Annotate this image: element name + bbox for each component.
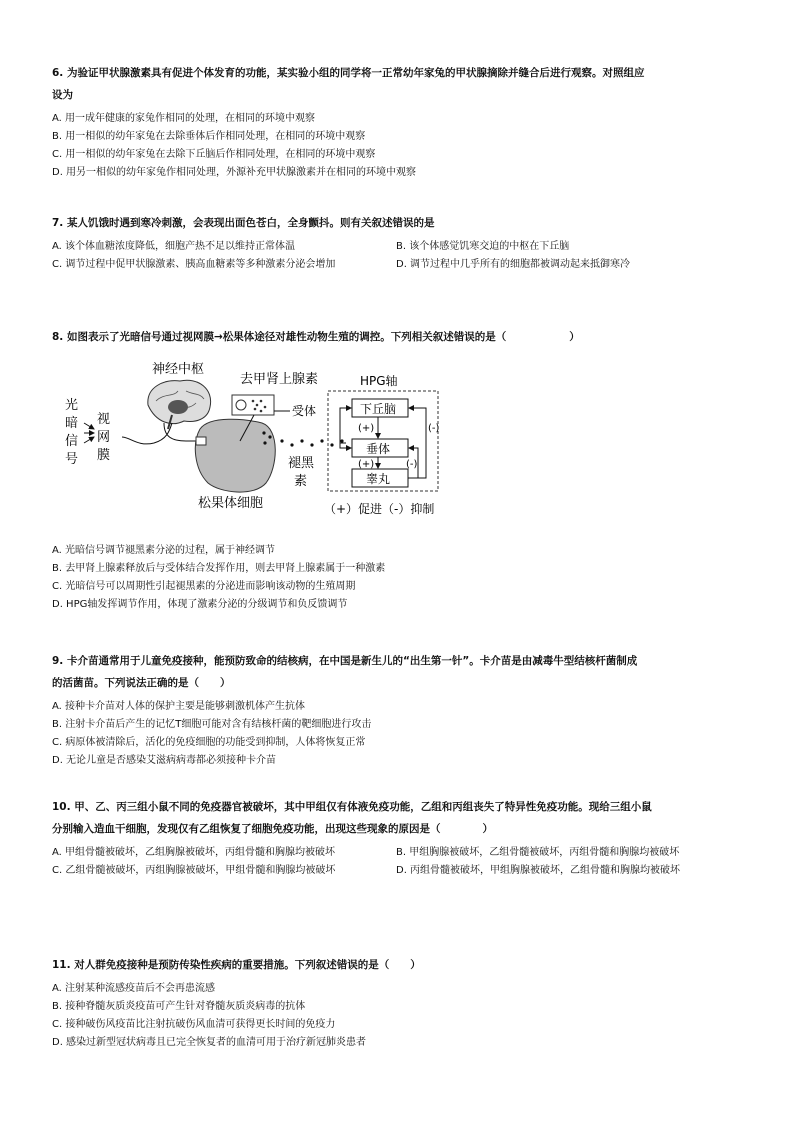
nerve-terminal xyxy=(196,437,206,445)
diagram-svg xyxy=(60,357,480,522)
pineal-cell-shape xyxy=(195,419,275,492)
light-arrow-3 xyxy=(84,437,94,443)
option-6d[interactable]: D. 用另一相似的幼年家兔作相同处理，外源补充甲状腺激素并在相同的环境中观察 xyxy=(52,167,417,178)
question-10-stem-line1: 10. 甲、乙、丙三组小鼠不同的免疫器官被破坏，其中甲组仅有体液免疫功能，乙组和丙组丧失了特异性免疫功能。现给三组小鼠 xyxy=(52,801,652,813)
option-9c[interactable]: C. 病原体被清除后，活化的免疫细胞的功能受到抑制，人体将恢复正常 xyxy=(52,737,366,748)
question-7-options xyxy=(52,238,742,274)
question-7-stem: 7. 某人饥饿时遇到寒冷刺激，会表现出面色苍白，全身颤抖。则有关叙述错误的是 xyxy=(52,217,435,229)
option-8c[interactable]: C. 光暗信号可以周期性引起褪黑素的分泌进而影响该动物的生殖周期 xyxy=(52,581,356,592)
question-11 xyxy=(52,954,742,1052)
synapse-icon xyxy=(232,395,274,415)
melatonin-label-line1: 褪黑 xyxy=(288,456,315,471)
option-7c[interactable]: C. 调节过程中促甲状腺激素、胰高血糖素等多种激素分泌会增加 xyxy=(52,259,336,270)
question-9-stem xyxy=(52,650,742,694)
question-7 xyxy=(52,212,742,274)
question-6-stem xyxy=(52,62,742,106)
option-11b[interactable]: B. 接种脊髓灰质炎疫苗可产生针对脊髓灰质炎病毒的抗体 xyxy=(52,1001,306,1012)
option-6c[interactable]: C. 用一相似的幼年家兔在去除下丘脑后作相同处理，在相同的环境中观察 xyxy=(52,149,376,160)
question-6-stem-line1: 6. 为验证甲状腺激素具有促进个体发育的功能，某实验小组的同学将一正常幼年家兔的甲状腺摘除并缝合后进行观察。对照组应 xyxy=(52,67,645,79)
minus-label-1: (-) xyxy=(428,423,440,434)
question-9-stem-line2: 的活菌苗。下列说法正确的是（ ） xyxy=(52,677,231,689)
option-8d[interactable]: D. HPG轴发挥调节作用，体现了激素分泌的分级调节和负反馈调节 xyxy=(52,599,348,610)
option-10c[interactable]: C. 乙组骨髓被破坏，丙组胸腺被破坏，甲组骨髓和胸腺均被破坏 xyxy=(52,865,336,876)
retina-char-1: 视 xyxy=(97,412,111,427)
light-signal-char-3: 信 xyxy=(65,434,79,449)
light-signal-char-1: 光 xyxy=(65,398,79,413)
melatonin-to-pituitary-arrow xyxy=(340,443,351,448)
question-10 xyxy=(52,796,742,880)
hpg-axis-label: HPG轴 xyxy=(360,374,398,388)
retina-char-2: 网 xyxy=(97,430,111,445)
testis-label: 睾丸 xyxy=(366,472,391,486)
light-arrow-1 xyxy=(84,423,94,429)
legend-label: （+）促进（-）抑制 xyxy=(324,502,435,516)
option-11c[interactable]: C. 接种破伤风疫苗比注射抗破伤风血清可获得更长时间的免疫力 xyxy=(52,1019,336,1030)
retina-char-3: 膜 xyxy=(97,448,111,463)
plus-label-2: (+) xyxy=(358,459,375,470)
option-10b[interactable]: B. 甲组胸腺被破坏，乙组骨髓被破坏，丙组骨髓和胸腺均被破坏 xyxy=(396,847,680,858)
light-signal-char-4: 号 xyxy=(65,452,79,467)
question-6-stem-line2: 设为 xyxy=(52,89,73,101)
option-11a[interactable]: A. 注射某种流感疫苗后不会再患流感 xyxy=(52,983,216,994)
question-8-stem: 8. 如图表示了光暗信号通过视网膜→松果体途径对雄性动物生殖的调控。下列相关叙述错误的是（ ） xyxy=(52,331,580,343)
pineal-cell-label: 松果体细胞 xyxy=(198,496,264,511)
option-9a[interactable]: A. 接种卡介苗对人体的保护主要是能够刺激机体产生抗体 xyxy=(52,701,306,712)
hypothalamus-label: 下丘脑 xyxy=(360,402,397,416)
nerve-center-label: 神经中枢 xyxy=(152,362,205,377)
question-11-stem: 11. 对人群免疫接种是预防传染性疾病的重要措施。下列叙述错误的是（ ） xyxy=(52,959,421,971)
option-9d[interactable]: D. 无论儿童是否感染艾滋病病毒都必须接种卡介苗 xyxy=(52,755,277,766)
question-6 xyxy=(52,62,742,182)
receptor-label: 受体 xyxy=(292,404,317,418)
option-6a[interactable]: A. 用一成年健康的家兔作相同的处理，在相同的环境中观察 xyxy=(52,113,316,124)
question-10-stem-line2: 分别输入造血干细胞，发现仅有乙组恢复了细胞免疫功能，出现这些现象的原因是（ ） xyxy=(52,823,493,835)
question-8-options xyxy=(52,542,742,614)
light-signal-char-2: 暗 xyxy=(65,416,79,431)
pineal-hpg-diagram xyxy=(60,357,480,522)
option-11d[interactable]: D. 感染过新型冠状病毒且已完全恢复者的血清可用于治疗新冠肺炎患者 xyxy=(52,1037,367,1048)
question-8 xyxy=(52,326,742,352)
plus-label-1: (+) xyxy=(358,423,375,434)
question-9-stem-line1: 9. 卡介苗通常用于儿童免疫接种，能预防致命的结核病，在中国是新生儿的“出生第一针”。卡介苗是由减毒牛型结核杆菌制成 xyxy=(52,655,638,667)
option-8a[interactable]: A. 光暗信号调节褪黑素分泌的过程，属于神经调节 xyxy=(52,545,276,556)
option-10d[interactable]: D. 丙组骨髓被破坏，甲组胸腺被破坏，乙组骨髓和胸腺均被破坏 xyxy=(396,865,681,876)
question-10-stem xyxy=(52,796,742,840)
option-7d[interactable]: D. 调节过程中几乎所有的细胞都被调动起来抵御寒冷 xyxy=(396,259,631,270)
minus-label-2: (-) xyxy=(406,459,418,470)
melatonin-label-line2: 素 xyxy=(294,474,308,489)
pituitary-label: 垂体 xyxy=(366,442,391,456)
option-9b[interactable]: B. 注射卡介苗后产生的记忆T细胞可能对含有结核杆菌的靶细胞进行攻击 xyxy=(52,719,372,730)
norepinephrine-label: 去甲肾上腺素 xyxy=(240,372,319,387)
option-6b[interactable]: B. 用一相似的幼年家兔在去除垂体后作相同处理，在相同的环境中观察 xyxy=(52,131,366,142)
option-7b[interactable]: B. 该个体感觉饥寒交迫的中枢在下丘脑 xyxy=(396,241,570,252)
question-10-options xyxy=(52,844,742,880)
question-9 xyxy=(52,650,742,770)
option-8b[interactable]: B. 去甲肾上腺素释放后与受体结合发挥作用，则去甲肾上腺素属于一种激素 xyxy=(52,563,386,574)
melatonin-to-hypothalamus-arrow xyxy=(340,408,351,443)
option-7a[interactable]: A. 该个体血糖浓度降低，细胞产热不足以维持正常体温 xyxy=(52,241,296,252)
option-10a[interactable]: A. 甲组骨髓被破坏，乙组胸腺被破坏，丙组骨髓和胸腺均被破坏 xyxy=(52,847,336,858)
brain-icon xyxy=(148,380,211,429)
